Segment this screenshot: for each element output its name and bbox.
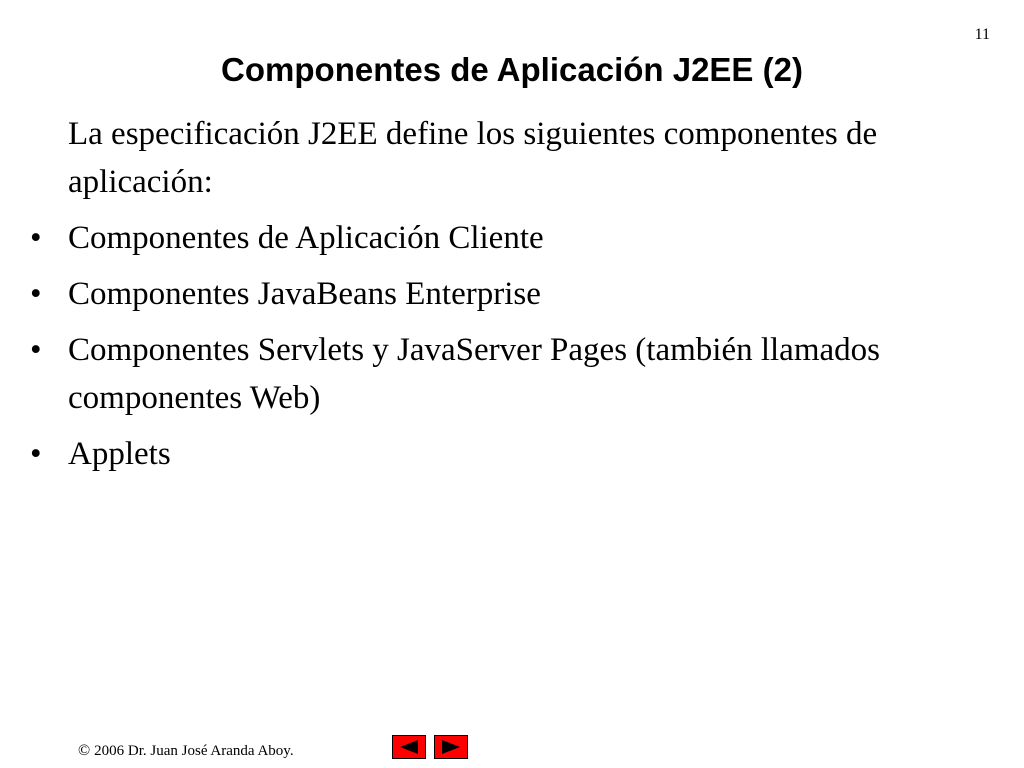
bullet-text: Componentes JavaBeans Enterprise: [68, 276, 541, 312]
bullet-item: [30, 430, 948, 478]
copyright-symbol: ©: [78, 742, 91, 759]
page-number: 11: [974, 26, 990, 43]
intro-text: La especificación J2EE define los siguientes componentes de aplicación:: [68, 116, 878, 200]
bullet-item: [30, 326, 948, 422]
bullet-text: Componentes de Aplicación Cliente: [68, 220, 544, 256]
footer-text: 2006 Dr. Juan José Aranda Aboy.: [94, 743, 294, 759]
bullet-icon: •: [30, 276, 42, 312]
bullet-list: [30, 214, 948, 478]
next-slide-button[interactable]: [434, 735, 468, 759]
bullet-item: [30, 270, 948, 318]
slide-content: [30, 110, 948, 486]
bullet-icon: •: [30, 436, 42, 472]
right-arrow-icon: [440, 739, 462, 755]
bullet-icon: •: [30, 332, 42, 368]
bullet-text: Componentes Servlets y JavaServer Pages (también llamados componentes Web): [68, 332, 880, 416]
bullet-text: Applets: [68, 436, 171, 472]
slide-navigation: [392, 735, 468, 759]
footer-copyright: [78, 741, 294, 761]
slide-title: Componentes de Aplicación J2EE (2): [221, 51, 803, 88]
bullet-icon: •: [30, 220, 42, 256]
bullet-item: [30, 214, 948, 262]
left-arrow-icon: [398, 739, 420, 755]
previous-slide-button[interactable]: [392, 735, 426, 759]
